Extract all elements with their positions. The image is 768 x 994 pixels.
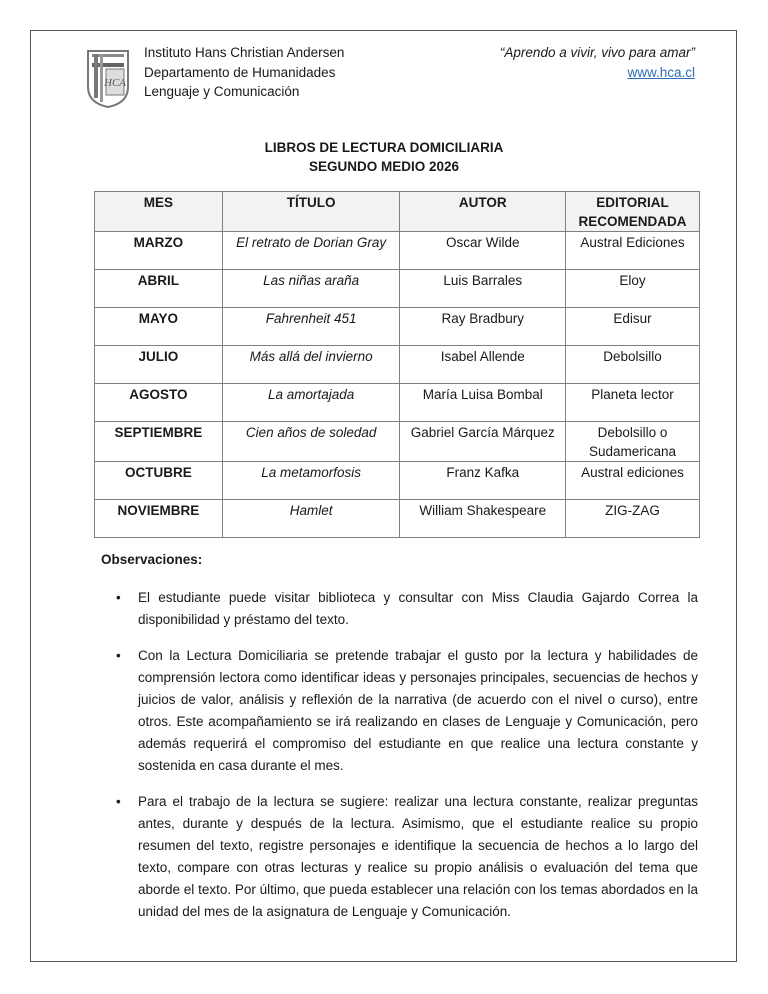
table-row <box>95 232 700 270</box>
svg-text:HCA: HCA <box>104 77 126 89</box>
table-row <box>95 500 700 538</box>
table-row <box>95 384 700 422</box>
cell-mes: AGOSTO <box>95 384 223 422</box>
cell-autor: Gabriel García Márquez <box>400 422 566 462</box>
observations-list <box>116 587 698 937</box>
cell-autor: Luis Barrales <box>400 270 566 308</box>
cell-editorial: Austral Ediciones <box>566 232 700 270</box>
column-header-autor: AUTOR <box>400 192 566 232</box>
school-motto: “Aprendo a vivir, vivo para amar” <box>499 45 695 60</box>
cell-mes: ABRIL <box>95 270 223 308</box>
cell-titulo: La amortajada <box>222 384 400 422</box>
cell-titulo: El retrato de Dorian Gray <box>222 232 400 270</box>
bullet-icon: • <box>116 648 121 663</box>
cell-titulo: Fahrenheit 451 <box>222 308 400 346</box>
table-row <box>95 346 700 384</box>
header-institution-block <box>144 43 344 102</box>
list-item <box>116 587 698 631</box>
cell-titulo: Más allá del invierno <box>222 346 400 384</box>
cell-mes: MAYO <box>95 308 223 346</box>
bullet-icon: • <box>116 794 121 809</box>
table-row <box>95 422 700 462</box>
list-item <box>116 645 698 777</box>
cell-mes: SEPTIEMBRE <box>95 422 223 462</box>
header-motto-block <box>500 43 695 82</box>
table-row <box>95 270 700 308</box>
reading-list-table <box>94 191 700 538</box>
cell-autor: María Luisa Bombal <box>400 384 566 422</box>
cell-titulo: Cien años de soledad <box>222 422 400 462</box>
cell-titulo: Las niñas araña <box>222 270 400 308</box>
cell-titulo: Hamlet <box>222 500 400 538</box>
cell-mes: MARZO <box>95 232 223 270</box>
website-link[interactable]: www.hca.cl <box>627 64 695 80</box>
observation-text: El estudiante puede visitar biblioteca y consultar con Miss Claudia Gajardo Correa la disponibilidad y préstamo del texto. <box>138 590 698 627</box>
cell-editorial: Edisur <box>566 308 700 346</box>
cell-autor: Franz Kafka <box>400 462 566 500</box>
cell-editorial: Planeta lector <box>566 384 700 422</box>
title-line-2: SEGUNDO MEDIO 2026 <box>308 159 460 174</box>
table-header-row <box>95 192 700 232</box>
cell-autor: Isabel Allende <box>400 346 566 384</box>
table-row <box>95 462 700 500</box>
cell-mes: NOVIEMBRE <box>95 500 223 538</box>
cell-editorial: Austral ediciones <box>566 462 700 500</box>
bullet-icon: • <box>116 590 121 605</box>
cell-mes: OCTUBRE <box>95 462 223 500</box>
cell-mes: JULIO <box>95 346 223 384</box>
title-line-1: LIBROS DE LECTURA DOMICILIARIA <box>264 140 504 155</box>
column-header-editorial: EDITORIAL RECOMENDADA <box>566 192 700 232</box>
table-row <box>95 308 700 346</box>
cell-editorial: Debolsillo <box>566 346 700 384</box>
cell-editorial: Eloy <box>566 270 700 308</box>
document-title <box>0 138 768 176</box>
observation-text: Para el trabajo de la lectura se sugiere: realizar una lectura constante, realizar preguntas antes, durante y después de la lectura. Asimismo, que el estudiante realice su propio resumen del texto, registre personajes e identifique la secuencia de hechos a lo largo del texto, compare con otras lecturas y realice su propio análisis o evaluación del tema que aborde el texto. Por último, que pueda establecer una relación con los temas abordados en la unidad del mes de la asignatura de Lenguaje y Comunicación. <box>138 794 698 919</box>
cell-autor: William Shakespeare <box>400 500 566 538</box>
observation-text: Con la Lectura Domiciliaria se pretende trabajar el gusto por la lectura y habilidades de comprensión lectora como identificar ideas y personajes principales, secuencias de hechos y juicios de valor, análisis y reflexión de la narrativa (de acuerdo con el nivel o curso), entre otros. Este acompañamiento se irá realizando en clases de Lenguaje y Comunicación, pero además requerirá el compromiso del estudiante en que realice una lectura constante y sostenida en casa durante el mes. <box>138 648 698 773</box>
department-name: Departamento de Humanidades <box>144 64 336 80</box>
school-crest-icon <box>86 49 130 109</box>
column-header-mes: MES <box>95 192 223 232</box>
cell-editorial: Debolsillo o Sudamericana <box>566 422 700 462</box>
subject-name: Lenguaje y Comunicación <box>144 84 300 99</box>
observations-heading: Observaciones: <box>101 552 203 567</box>
cell-autor: Oscar Wilde <box>400 232 566 270</box>
list-item <box>116 791 698 923</box>
cell-editorial: ZIG-ZAG <box>566 500 700 538</box>
cell-autor: Ray Bradbury <box>400 308 566 346</box>
institution-name: Instituto Hans Christian Andersen <box>144 45 345 60</box>
cell-titulo: La metamorfosis <box>222 462 400 500</box>
column-header-titulo: TÍTULO <box>222 192 400 232</box>
